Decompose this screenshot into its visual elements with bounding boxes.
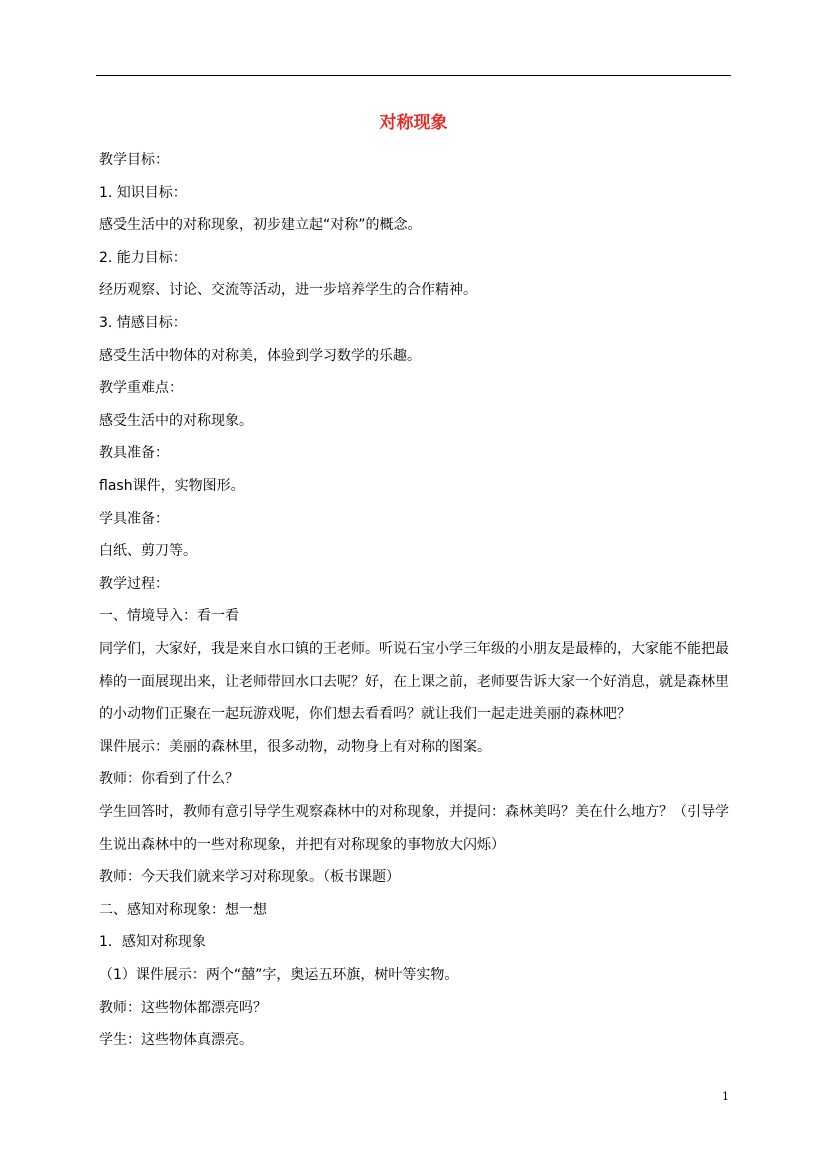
paragraph-intro: 同学们，大家好，我是来自水口镇的王老师。听说石宝小学三年级的小朋友是最棒的，大家能不能把最棒的一面展现出来，让老师带回水口去呢？好，在上课之前，老师要告诉大家一个好消息，就是森林里的小动物们正聚在一起玩游戏呢，你们想去看看吗？就让我们一起走进美丽的森林吧？ [99, 641, 729, 723]
text-line: 教师：今天我们就来学习对称现象。（板书课题） [99, 869, 400, 886]
text-line: 白纸、剪刀等。 [99, 543, 197, 560]
text-line: 3. 情感目标： [99, 314, 187, 331]
text-line: 教学重难点： [99, 380, 183, 397]
document-title: 对称现象 [379, 113, 448, 133]
text-line: 课件展示：美丽的森林里，很多动物，动物身上有对称的图案。 [99, 738, 491, 755]
text-line: 一、情境导入：看一看 [99, 608, 239, 625]
text-line: 1. 知识目标： [99, 184, 187, 201]
text-line: 感受生活中的对称现象，初步建立起“对称”的概念。 [99, 217, 422, 234]
paragraph-student-answer: 学生回答时，教师有意引导学生观察森林中的对称现象，并提问：森林美吗？美在什么地方？（引导学生说出森林中的一些对称现象，并把有对称现象的事物放大闪烁） [99, 804, 729, 853]
text-line: 2. 能力目标： [99, 249, 187, 266]
text-line: 学生：这些物体真漂亮。 [99, 1032, 253, 1049]
text-line: 1．感知对称现象 [99, 934, 206, 951]
text-line: 感受生活中的对称现象。 [99, 412, 253, 429]
text-line: 二、感知对称现象：想一想 [99, 901, 267, 918]
header-rule [96, 75, 731, 76]
text-line: 感受生活中物体的对称美，体验到学习数学的乐趣。 [99, 347, 421, 364]
text-line: 教具准备： [99, 445, 169, 462]
text-line: 教学过程： [99, 575, 169, 592]
text-line: 经历观察、讨论、交流等活动，进一步培养学生的合作精神。 [99, 282, 477, 299]
text-line: flash课件，实物图形。 [99, 477, 245, 494]
text-line: 教师：这些物体都漂亮吗？ [99, 999, 267, 1016]
text-line: 学具准备： [99, 510, 169, 527]
page-number: 1 [722, 1090, 729, 1103]
text-line: （1）课件展示：两个“囍”字，奥运五环旗，树叶等实物。 [99, 967, 459, 983]
text-line: 教师：你看到了什么？ [99, 771, 239, 788]
document-body [99, 150, 734, 1063]
text-line: 教学目标： [99, 152, 169, 168]
